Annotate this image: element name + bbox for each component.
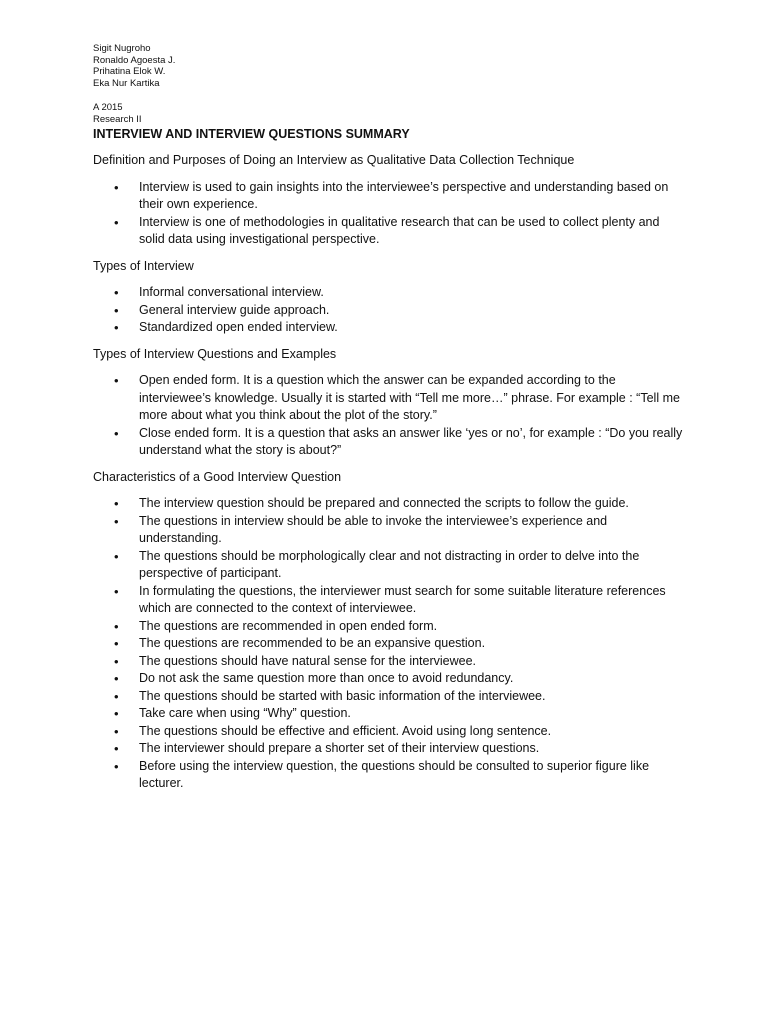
list-item-text: The questions should be effective and efficient. Avoid using long sentence.	[139, 723, 552, 738]
list-item	[93, 214, 683, 249]
bullet-icon: •	[114, 723, 119, 739]
list-item	[93, 583, 683, 618]
bullet-icon: •	[114, 214, 119, 230]
list-item-text: Close ended form. It is a question that asks an answer like ‘yes or no’, for example : “Do you really understand what the story is about?”	[139, 425, 683, 457]
list-item-text: The questions in interview should be able to invoke the interviewee’s experience and understanding.	[139, 513, 608, 545]
list-item	[93, 513, 683, 548]
bullet-icon: •	[114, 688, 119, 704]
bullet-icon: •	[114, 320, 119, 335]
bullet-list	[93, 179, 683, 249]
bullet-icon: •	[114, 425, 119, 441]
list-item	[93, 302, 683, 320]
list-item-text: The questions should be morphologically clear and not distracting in order to delve into the perspective of participant.	[139, 548, 640, 580]
section-heading: Types of Interview Questions and Examples	[93, 346, 337, 361]
bullet-icon: •	[114, 741, 119, 756]
author-name: Eka Nur Kartika	[93, 78, 160, 90]
list-item-text: Open ended form. It is a question which the answer can be expanded according to the interviewee’s knowledge. Usually it is started with “Tell me more…” phrase. For example : “Tell me more about what you think about the plot of the story.”	[139, 373, 680, 422]
bullet-list	[93, 284, 683, 337]
list-item	[93, 618, 683, 636]
bullet-icon: •	[114, 583, 119, 599]
list-item-text: Take care when using “Why” question.	[139, 706, 351, 720]
list-item-text: Informal conversational interview.	[139, 285, 324, 299]
list-item	[93, 705, 683, 723]
document-title: INTERVIEW AND INTERVIEW QUESTIONS SUMMARY	[93, 127, 410, 141]
bullet-icon: •	[114, 548, 119, 564]
class-label: A 2015	[93, 102, 123, 113]
bullet-list	[93, 495, 683, 793]
bullet-icon: •	[114, 653, 119, 669]
list-item-text: The interview question should be prepared and connected the scripts to follow the guide.	[139, 496, 629, 510]
list-item	[93, 758, 683, 793]
list-item-text: General interview guide approach.	[139, 302, 330, 317]
list-item-text: Do not ask the same question more than once to avoid redundancy.	[139, 671, 514, 685]
bullet-icon: •	[114, 496, 119, 511]
list-item-text: The questions should be started with basic information of the interviewee.	[139, 688, 546, 703]
author-name: Sigit Nugroho	[93, 43, 151, 54]
list-item	[93, 548, 683, 583]
course-label: Research II	[93, 113, 142, 125]
list-item	[93, 495, 683, 513]
list-item	[93, 319, 683, 337]
author-name: Prihatina Elok W.	[93, 66, 166, 78]
list-item-text: Interview is one of methodologies in qualitative research that can be used to collect plenty and solid data using investigational perspective.	[139, 214, 660, 246]
bullet-icon: •	[114, 671, 119, 686]
bullet-icon: •	[114, 179, 119, 195]
course-info	[93, 102, 142, 125]
list-item	[93, 372, 683, 425]
bullet-icon: •	[114, 373, 119, 388]
list-item-text: In formulating the questions, the interviewer must search for some suitable literature references which are connected to the context of interviewee.	[139, 583, 666, 615]
list-item	[93, 284, 683, 302]
bullet-list	[93, 372, 683, 460]
author-name: Ronaldo Agoesta J.	[93, 54, 176, 66]
author-list	[93, 43, 175, 90]
bullet-icon: •	[114, 285, 119, 300]
list-item	[93, 723, 683, 741]
list-item	[93, 179, 683, 214]
list-item-text: Standardized open ended interview.	[139, 320, 338, 334]
list-item	[93, 740, 683, 758]
list-item	[93, 688, 683, 706]
bullet-icon: •	[114, 618, 119, 634]
section-heading: Definition and Purposes of Doing an Interview as Qualitative Data Collection Technique	[93, 153, 575, 167]
list-item-text: The questions are recommended to be an expansive question.	[139, 636, 486, 650]
list-item-text: The interviewer should prepare a shorter set of their interview questions.	[139, 741, 540, 755]
bullet-icon: •	[114, 302, 119, 318]
bullet-icon: •	[114, 758, 119, 774]
list-item	[93, 425, 683, 460]
list-item-text: The questions should have natural sense for the interviewee.	[139, 653, 477, 668]
section-heading: Characteristics of a Good Interview Question	[93, 469, 342, 484]
bullet-icon: •	[114, 636, 119, 651]
bullet-icon: •	[114, 706, 119, 721]
section-heading: Types of Interview	[93, 258, 194, 273]
bullet-icon: •	[114, 513, 119, 529]
document-body	[93, 152, 683, 802]
list-item	[93, 653, 683, 671]
list-item	[93, 670, 683, 688]
list-item-text: The questions are recommended in open ended form.	[139, 618, 438, 633]
list-item-text: Interview is used to gain insights into the interviewee’s perspective and understanding based on their own experience.	[139, 179, 669, 211]
list-item	[93, 635, 683, 653]
list-item-text: Before using the interview question, the questions should be consulted to superior figure like lecturer.	[139, 758, 650, 790]
